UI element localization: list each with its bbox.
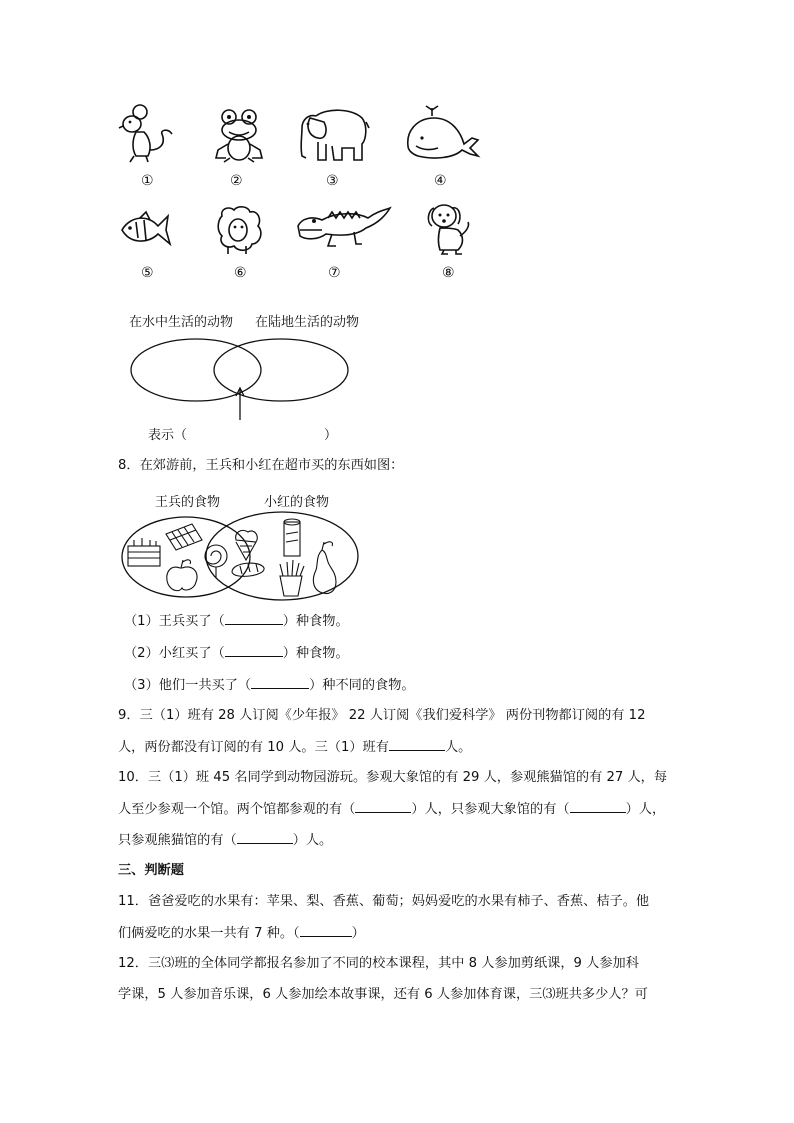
mouse-icon [118, 104, 178, 166]
q11-blank[interactable] [300, 923, 352, 937]
q8-sub2-blank[interactable] [225, 643, 283, 657]
q8-sub1: （1）王兵买了（ ）种食物。 [124, 611, 349, 632]
venn1-left-label: 在水中生活的动物 [129, 315, 234, 330]
q11-line1: 11．爸爸爱吃的水果有：苹果、梨、香蕉、葡萄；妈妈爱吃的水果有柿子、香蕉、桔子。他 [118, 894, 650, 909]
snack-can-icon [284, 519, 300, 556]
q10-line1: 10．三（1）班 45 名同学到动物园游玩。参观大象馆的有 29 人，参观熊猫馆的有 27 人，每 [118, 770, 668, 785]
q10-blank-both[interactable] [355, 799, 411, 813]
animal-number-3: ③ [326, 173, 339, 189]
q8-left-label: 王兵的食物 [155, 495, 221, 510]
venn1-right-label: 在陆地生活的动物 [255, 315, 360, 330]
q10-blank-elephant[interactable] [570, 799, 626, 813]
venn1-answer-line [148, 424, 337, 443]
animal-number-7: ⑦ [328, 265, 341, 281]
cake-icon [128, 538, 160, 566]
dog-icon [424, 200, 474, 256]
apple-icon [167, 560, 197, 591]
q10-line2: 人至少参观一个馆。两个馆都参观的有（ ）人，只参观大象馆的有（ ）人， [118, 799, 665, 820]
animal-number-6: ⑥ [234, 265, 247, 281]
venn1-answer-prefix: 表示（ [148, 428, 188, 443]
q8-sub3-blank[interactable] [251, 675, 309, 689]
fries-icon [280, 560, 304, 596]
section3-title: 三、判断题 [118, 863, 184, 878]
crocodile-icon [296, 206, 392, 254]
q8-sub3: （3）他们一共买了（ ）种不同的食物。 [124, 675, 415, 696]
q8-stem: 8．在郊游前，王兵和小红在超市买的东西如图： [118, 458, 404, 473]
venn1-answer-suffix: ） [324, 428, 338, 443]
q10-blank-panda[interactable] [237, 830, 293, 844]
elephant-icon [296, 106, 370, 164]
animal-number-8: ⑧ [442, 265, 455, 281]
bread-icon [232, 563, 264, 576]
q9-blank[interactable] [389, 737, 445, 751]
animal-number-1: ① [141, 173, 154, 189]
whale-icon [404, 104, 484, 162]
animal-number-2: ② [230, 173, 243, 189]
fish-icon [120, 210, 172, 250]
animal-number-4: ④ [434, 173, 447, 189]
q8-sub1-blank[interactable] [225, 611, 283, 625]
lollipop-icon [205, 545, 227, 578]
q8-left-ellipse [122, 517, 250, 597]
q10-line3: 只参观熊猫馆的有（ ）人。 [118, 830, 332, 851]
q12-line2: 学课，5 人参加音乐课，6 人参加绘本故事课，还有 6 人参加体育课，三⑶班共多少人？可 [118, 987, 648, 1002]
q9-line2: 人，两份都没有订阅的有 10 人。三（1）班有 人。 [118, 737, 471, 758]
q9-line1: 9．三（1）班有 28 人订阅《少年报》 22 人订阅《我们爱科学》 两份刊物都订阅的有 12 [118, 708, 646, 723]
pear-icon [313, 542, 336, 594]
chocolate-icon [166, 524, 202, 550]
q11-line2: 们俩爱吃的水果一共有 7 种。（ ） [118, 923, 365, 944]
animal-number-5: ⑤ [141, 265, 154, 281]
venn1-diagram [128, 334, 354, 424]
q12-line1: 12．三⑶班的全体同学都报名参加了不同的校本课程，其中 8 人参加剪纸课，9 人参加科 [118, 956, 639, 971]
venn1-right-ellipse [214, 339, 348, 401]
q8-right-label: 小红的食物 [264, 495, 330, 510]
q8-sub2: （2）小红买了（ ）种食物。 [124, 643, 349, 664]
frog-icon [212, 108, 266, 164]
q8-venn-diagram [120, 512, 362, 604]
sheep-icon [214, 206, 266, 256]
arrow-up-icon [236, 388, 244, 420]
